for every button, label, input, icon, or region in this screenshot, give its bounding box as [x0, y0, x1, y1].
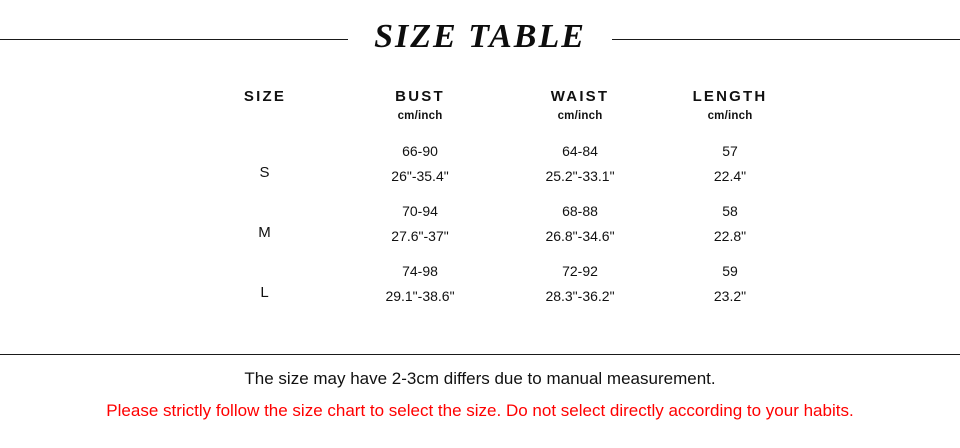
row-length-cell: [660, 194, 800, 254]
size-table-wrapper: [190, 88, 800, 314]
length-inch-value: 23.2": [713, 288, 747, 305]
waist-cm-value: 72-92: [562, 263, 598, 280]
column-header-waist-label: WAIST: [550, 88, 610, 105]
waist-inch-value: 25.2"-33.1": [545, 168, 615, 185]
bust-inch-value: 29.1"-38.6": [385, 288, 455, 305]
row-size-label-cell: [190, 254, 340, 314]
table-body: [190, 134, 800, 314]
column-header-waist: [500, 88, 660, 134]
row-waist-cell: [500, 194, 660, 254]
length-inch-value: 22.4": [713, 168, 747, 185]
table-row: [190, 134, 800, 194]
bust-cm-value: 70-94: [402, 203, 438, 220]
row-size-label: M: [258, 224, 272, 242]
page-title: SIZE TABLE: [374, 18, 586, 55]
row-length-cell: [660, 254, 800, 314]
title-rule-right: [612, 39, 960, 40]
bust-cm-value: 66-90: [402, 143, 438, 160]
size-table: [190, 88, 800, 314]
column-header-length-label: LENGTH: [692, 88, 768, 105]
size-chart-warning: Please strictly follow the size chart to select the size. Do not select directly according to your habits.: [106, 400, 854, 420]
bottom-divider: [0, 354, 960, 355]
column-header-bust: [340, 88, 500, 134]
row-size-label: L: [260, 284, 270, 302]
table-row: [190, 254, 800, 314]
bust-inch-value: 27.6"-37": [391, 228, 449, 245]
column-header-size: [190, 88, 340, 134]
title-rule-left: [0, 39, 348, 40]
row-bust-cell: [340, 194, 500, 254]
waist-inch-value: 26.8"-34.6": [545, 228, 615, 245]
waist-inch-value: 28.3"-36.2": [545, 288, 615, 305]
column-header-bust-label: BUST: [395, 88, 445, 105]
row-waist-cell: [500, 254, 660, 314]
column-header-size-label: SIZE: [243, 87, 287, 105]
length-cm-value: 59: [722, 263, 738, 280]
column-header-waist-unit: cm/inch: [557, 109, 603, 122]
measurement-note: The size may have 2-3cm differs due to manual measurement.: [244, 369, 716, 388]
row-waist-cell: [500, 134, 660, 194]
row-size-label: S: [259, 164, 271, 182]
notes-section: [0, 366, 960, 423]
length-cm-value: 58: [722, 203, 738, 220]
length-cm-value: 57: [722, 143, 738, 160]
column-header-length: [660, 88, 800, 134]
column-header-length-unit: cm/inch: [707, 109, 753, 122]
table-header-row: [190, 88, 800, 134]
row-size-label-cell: [190, 134, 340, 194]
table-header: [190, 88, 800, 134]
row-size-label-cell: [190, 194, 340, 254]
column-header-bust-unit: cm/inch: [397, 109, 443, 122]
bust-cm-value: 74-98: [402, 263, 438, 280]
waist-cm-value: 68-88: [562, 203, 598, 220]
row-bust-cell: [340, 134, 500, 194]
length-inch-value: 22.8": [713, 228, 747, 245]
row-bust-cell: [340, 254, 500, 314]
row-length-cell: [660, 134, 800, 194]
title-row: [0, 18, 960, 56]
waist-cm-value: 64-84: [562, 143, 598, 160]
table-row: [190, 194, 800, 254]
bust-inch-value: 26"-35.4": [391, 168, 449, 185]
